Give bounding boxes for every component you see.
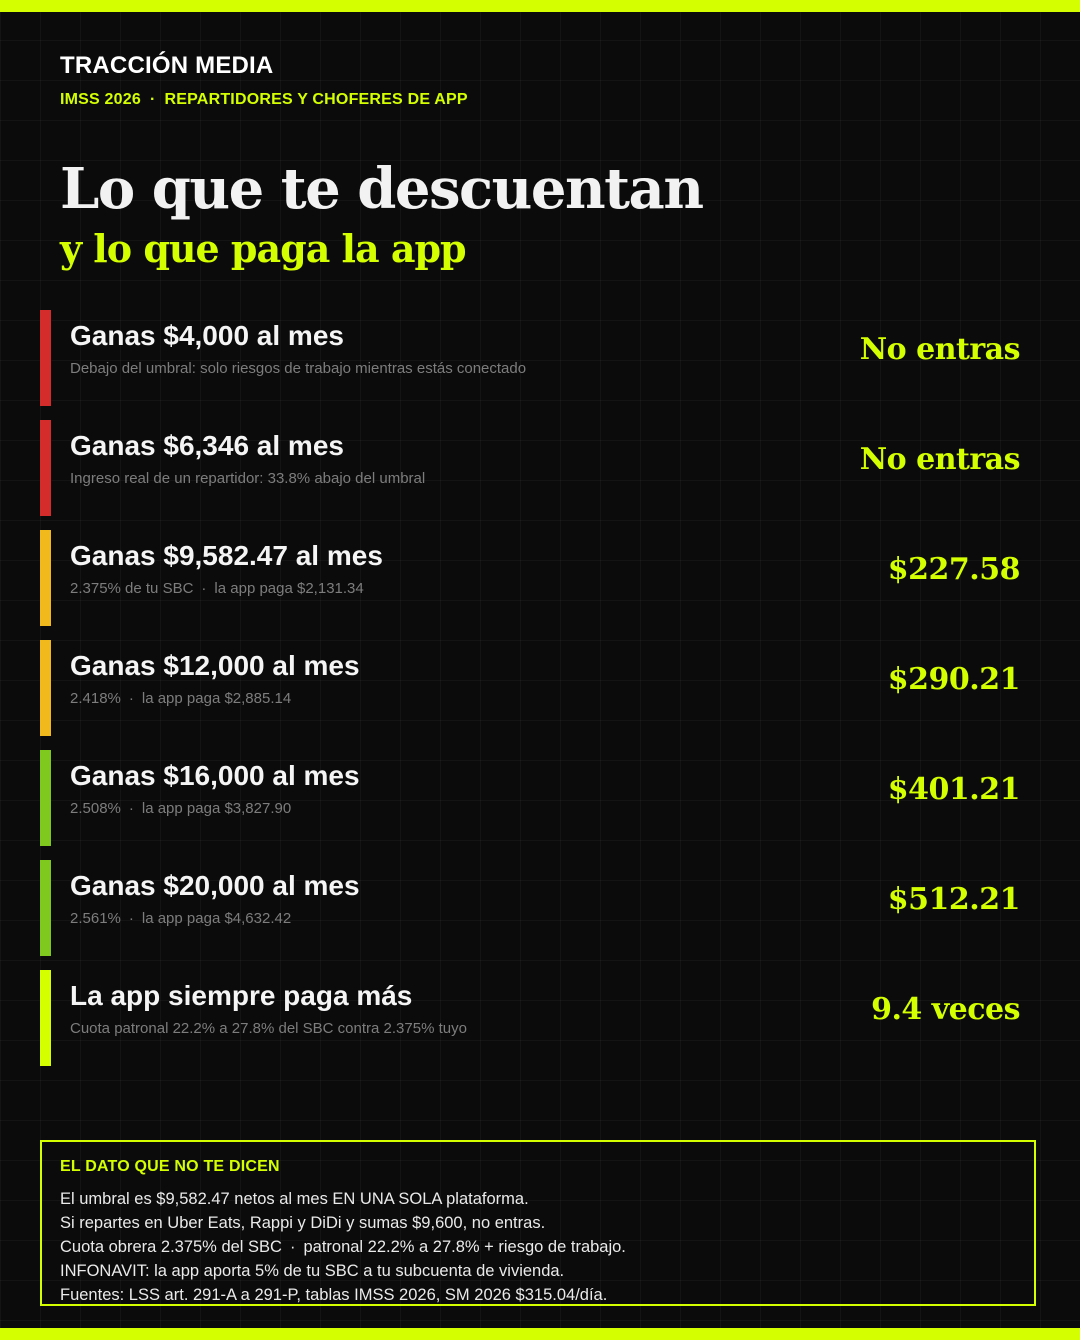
subheadline: y lo que paga la app <box>60 226 466 271</box>
info-line <box>60 1235 1016 1259</box>
row-accent-bar <box>40 860 51 956</box>
row-title: Ganas $16,000 al mes <box>70 760 360 791</box>
info-line: El umbral es $9,582.47 netos al mes EN UNA SOLA plataforma. <box>60 1190 529 1208</box>
info-box-title: EL DATO QUE NO TE DICEN <box>60 1158 280 1175</box>
row-desc-separator: · <box>128 690 134 707</box>
row-accent-bar <box>40 310 51 406</box>
row-desc-primary: Debajo del umbral: solo riesgos de trabajo mientras estás conectado <box>70 360 527 377</box>
row-value: $227.58 <box>887 552 1020 587</box>
row-accent-bar <box>40 750 51 846</box>
headline: Lo que te descuentan <box>60 156 703 222</box>
row-desc-secondary: la app paga $2,131.34 <box>214 580 364 597</box>
row-value: $290.21 <box>887 662 1020 697</box>
row-description <box>70 910 291 927</box>
info-line-separator: · <box>289 1238 296 1256</box>
income-row <box>40 750 1020 846</box>
row-description <box>70 580 364 597</box>
bottom-accent-bar <box>0 1328 1080 1340</box>
row-value: No entras <box>859 442 1020 477</box>
row-desc-primary: 2.508% <box>70 800 121 817</box>
row-value: $512.21 <box>887 882 1020 917</box>
subheader-part1: IMSS 2026 <box>60 91 141 108</box>
top-accent-bar <box>0 0 1080 12</box>
income-row <box>40 420 1020 516</box>
row-title: Ganas $20,000 al mes <box>70 870 360 901</box>
row-desc-primary: Cuota patronal 22.2% a 27.8% del SBC contra 2.375% tuyo <box>70 1020 467 1037</box>
row-description <box>70 470 441 487</box>
info-line: Fuentes: LSS art. 291-A a 291-P, tablas IMSS 2026, SM 2026 $315.04/día. <box>60 1286 608 1304</box>
row-desc-primary: 2.418% <box>70 690 121 707</box>
income-row <box>40 640 1020 736</box>
row-value: 9.4 veces <box>871 992 1020 1027</box>
row-desc-secondary: la app paga $3,827.90 <box>141 800 292 817</box>
row-desc-separator: · <box>201 580 207 597</box>
row-title: Ganas $6,346 al mes <box>70 430 344 461</box>
income-rows <box>40 310 1020 1080</box>
row-desc-separator: · <box>128 910 134 927</box>
subheader-separator: · <box>149 91 156 108</box>
row-description <box>70 360 542 377</box>
income-row <box>40 860 1020 956</box>
row-value: $401.21 <box>887 772 1020 807</box>
info-line: Si repartes en Uber Eats, Rappi y DiDi y sumas $9,600, no entras. <box>60 1214 546 1232</box>
row-description <box>70 800 291 817</box>
income-row <box>40 530 1020 626</box>
row-desc-primary: Ingreso real de un repartidor: 33.8% abajo del umbral <box>70 470 426 487</box>
row-accent-bar <box>40 420 51 516</box>
row-desc-primary: 2.375% de tu SBC <box>70 580 194 597</box>
info-box <box>40 1140 1036 1306</box>
row-value: No entras <box>859 332 1020 367</box>
row-title: La app siempre paga más <box>70 980 413 1011</box>
row-desc-separator: · <box>128 800 134 817</box>
income-row <box>40 970 1020 1066</box>
row-description <box>70 690 291 707</box>
row-accent-bar <box>40 970 51 1066</box>
row-desc-secondary: la app paga $2,885.14 <box>141 690 292 707</box>
row-accent-bar <box>40 530 51 626</box>
info-line-part: Cuota obrera 2.375% del SBC <box>60 1238 282 1256</box>
income-row <box>40 310 1020 406</box>
row-title: Ganas $12,000 al mes <box>70 650 360 681</box>
row-title: Ganas $9,582.47 al mes <box>70 540 383 571</box>
subheader-part2: REPARTIDORES Y CHOFERES DE APP <box>164 91 468 108</box>
row-desc-primary: 2.561% <box>70 910 121 927</box>
row-title: Ganas $4,000 al mes <box>70 320 344 351</box>
info-line: INFONAVIT: la app aporta 5% de tu SBC a tu subcuenta de vivienda. <box>60 1262 565 1280</box>
brand-name: TRACCIÓN MEDIA <box>60 52 274 79</box>
subheader <box>60 91 468 109</box>
row-description <box>70 1020 483 1037</box>
info-line-part: patronal 22.2% a 27.8% + riesgo de trabajo. <box>303 1238 626 1256</box>
row-desc-secondary: la app paga $4,632.42 <box>141 910 292 927</box>
row-accent-bar <box>40 640 51 736</box>
